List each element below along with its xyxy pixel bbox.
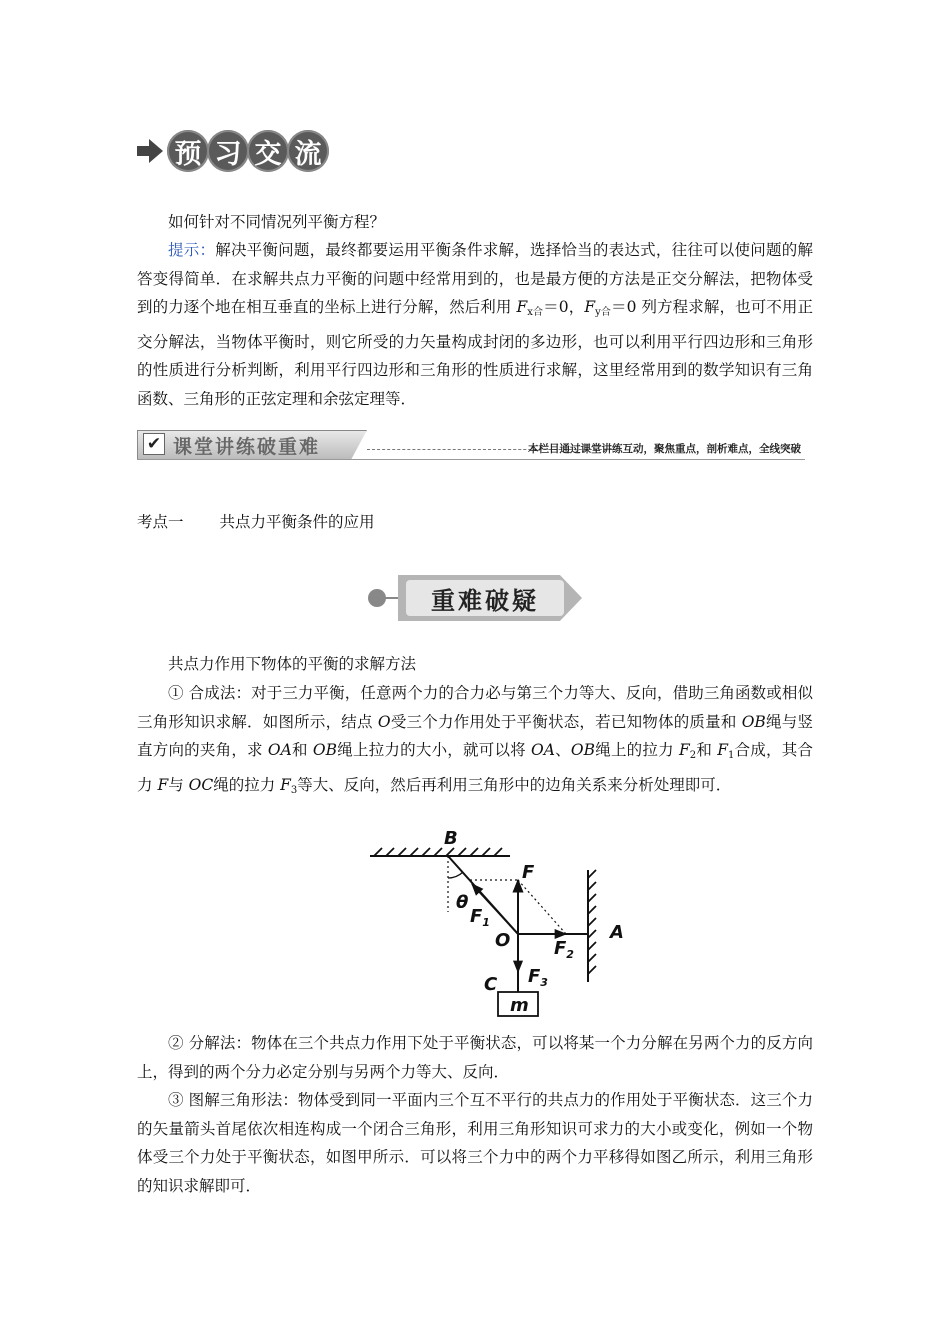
section-heading: 共点力作用下物体的平衡的求解方法 xyxy=(168,655,417,673)
banner-note: 本栏目通过课堂讲练互动，聚焦重点，剖析难点，全线突破 xyxy=(528,443,801,455)
question: 如何针对不同情况列平衡方程？ xyxy=(168,213,386,231)
label-m: m xyxy=(510,995,529,1016)
kaodian-label: 考点一 xyxy=(137,513,184,531)
method-1: ① 合成法：对于三力平衡，任意两个力的合力必与第三个力等大、反向，借助三角函数或相似三角形知识求解．如图所示，结点 O受三个力作用处于平衡状态，若已知物体的质量和 OB绳与竖直方向的夹角，求 OA和 OB绳上拉力的大小，就可以将 OA、OB绳上的拉力 $F_2$和 $F_1$合成，其合力 F与 OC绳的拉力 $F_3$等大、反向，然后再利用三角形中的边角关系来分析处理即可． xyxy=(137,684,813,796)
banner-preview-exchange xyxy=(137,128,329,174)
arrow-head-icon xyxy=(149,139,163,163)
ceiling xyxy=(370,848,510,856)
label-B: B xyxy=(444,828,458,849)
hint-text: 解决平衡问题，最终都要运用平衡条件求解，选择恰当的表达式，往往可以使问题的解答变得简单．在求解共点力平衡的问题中经常用到的，也是最方便的方法是正交分解法，把物体受到的力逐个地在相互垂直的坐标上进行分解，然后利用 xyxy=(137,241,813,316)
label-A: A xyxy=(610,922,624,943)
kaodian-title: 共点力平衡条件的应用 xyxy=(219,513,375,531)
method-3: ③ 图解三角形法：物体受到同一平面内三个互不平行的共点力的作用处于平衡状态．这三个力的矢量箭头首尾依次相连构成一个闭合三角形，利用三角形知识可求力的大小或变化，例如一个物体受三个力处于平衡状态，如图甲所示．可以将三个力中的两个力平移得如图乙所示，利用三角形的知识求解即可． xyxy=(137,1091,813,1195)
banner-classroom xyxy=(137,430,805,460)
banner-title: 重难破疑 xyxy=(406,580,564,616)
hint-paragraph xyxy=(137,236,813,413)
fy-sub: y合 xyxy=(595,307,611,318)
fx-sub: x合 xyxy=(527,307,544,318)
banner-char: 预 xyxy=(167,130,209,172)
arrow-icon xyxy=(137,146,149,156)
check-icon: ✔ xyxy=(143,433,165,455)
fy-symbol: F xyxy=(584,298,596,316)
divider xyxy=(384,597,400,599)
label-C: C xyxy=(484,974,498,995)
method-2: ② 分解法：物体在三个共点力作用下处于平衡状态，可以将某一个力分解在另两个力的反方向上，得到的两个分力必定分别与另两个力等大、反向． xyxy=(137,1034,813,1081)
divider xyxy=(137,459,805,460)
label-O: O xyxy=(495,930,511,951)
banner-key-points xyxy=(368,575,582,621)
fx-symbol: F xyxy=(516,298,528,316)
eq: ＝0， xyxy=(543,298,585,316)
hint-text-2: ＝0 列方程求解，也可不用正交分解法，当物体平衡时，则它所受的力矢量构成封闭的多边形，也可以利用平行四边形和三角形的性质进行分析判断，利用平行四边形和三角形的性质进行求解，这里经常用到的数学知识有三角函数、三角形的正弦定理和余弦定理等． xyxy=(137,298,814,408)
label-F1: $F_1$ xyxy=(470,906,490,929)
kaodian-line xyxy=(137,508,375,536)
banner-title: 课堂讲练破重难 xyxy=(173,436,321,458)
label-F3: $F_3$ xyxy=(528,966,548,989)
label-F: F xyxy=(522,862,535,883)
banner-char: 习 xyxy=(207,130,249,172)
label-F2: $F_2$ xyxy=(554,938,574,961)
hint-label: 提示： xyxy=(168,241,216,259)
banner-char: 流 xyxy=(287,130,329,172)
label-theta: θ xyxy=(456,892,469,913)
wall xyxy=(588,870,596,982)
force-diagram xyxy=(360,822,640,1022)
banner-char: 交 xyxy=(247,130,289,172)
